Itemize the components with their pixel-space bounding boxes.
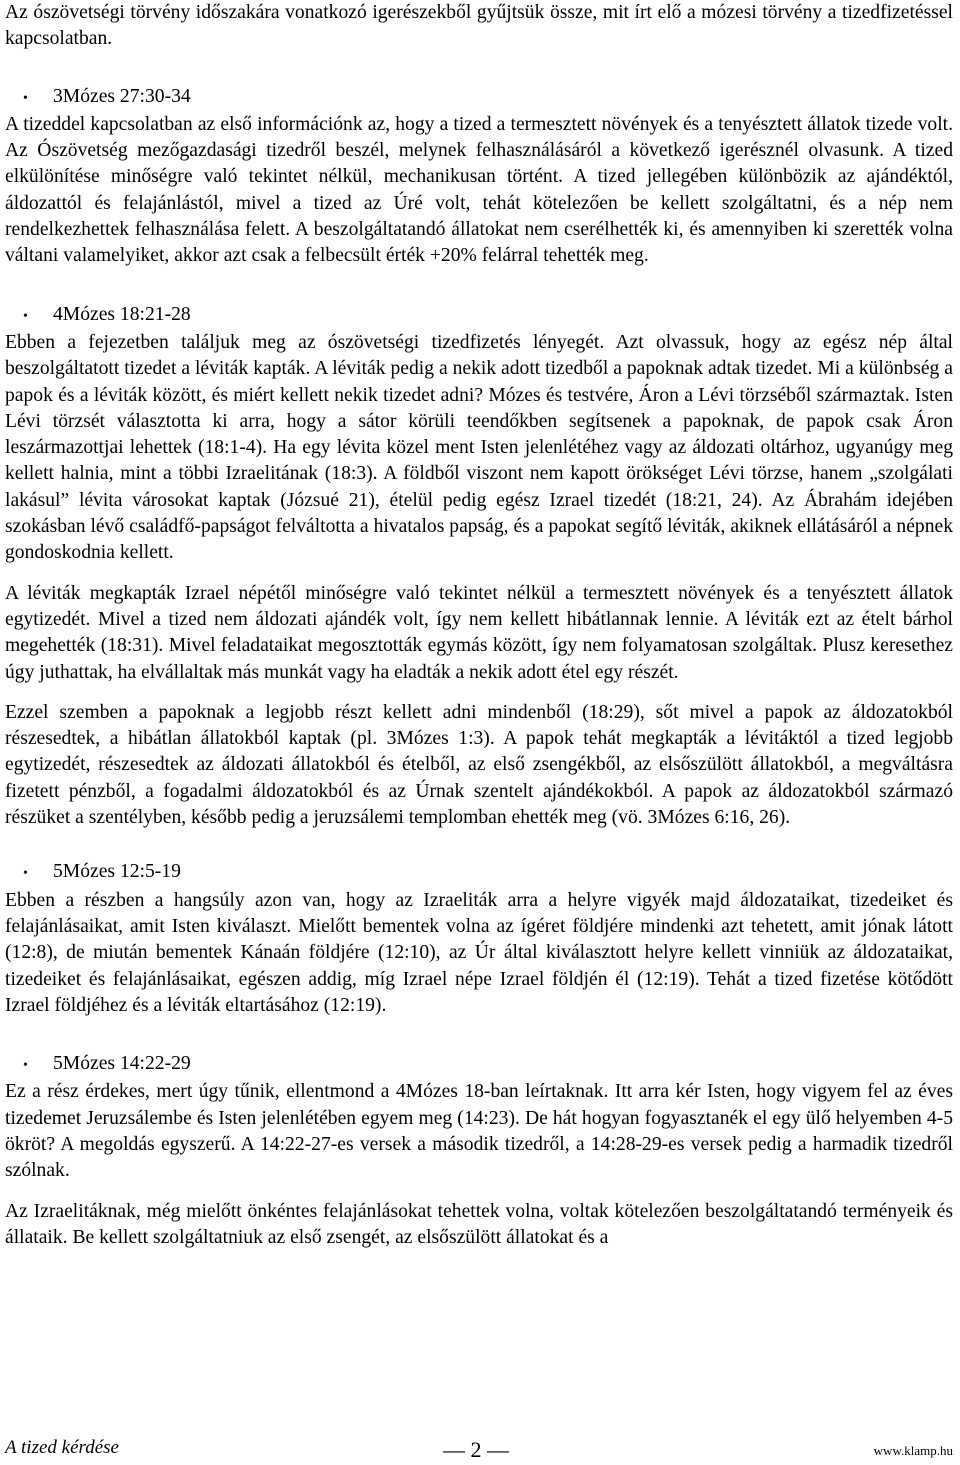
section-heading — [5, 1051, 953, 1079]
footer-title: A tized kérdése — [5, 1437, 119, 1458]
paragraph: Ebben a részben a hangsúly azon van, hogy az Izraeliták arra a helyre vigyék majd áldozataikat, tizedeiket és felajánlásaikat, amit Isten kiválaszt. Mielőtt bementek volna az ígéret földjére mindenki azt tehetett, amit jónak látott (12:8), de miután bementek Kánaán földjére (12:10), az Úr által kiválasztott helyre kellett vinniük az áldozataikat, tizedeiket és felajánlásaikat, egészen addig, míg Izrael népe Izrael földjén él (12:19). Tehát a tized fizetése kötődött Izrael földjéhez és a léviták eltartásához (12:19). — [5, 889, 953, 1016]
paragraph: A léviták megkapták Izrael népétől minőségre való tekintet nélkül a termesztett növények és a tenyésztett állatok egytizedét. Mivel a tized nem áldozati ajándék volt, így nem kellett hibátlannak lennie. A léviták ezt az ételt bárhol megehették (18:31). Mivel feladataikat megosztották egymás között, így nem folyamatosan szolgáltak. Plusz keresethez úgy juthattak, ha elvállaltak más munkát vagy ha eladták a nekik adott étel egy részét. — [5, 582, 953, 683]
bullet-icon: • — [23, 866, 28, 882]
paragraph: A tizeddel kapcsolatban az első információnk az, hogy a tized a termesztett növények és a tenyésztett állatok tizede volt. Az Ószövetség mezőgazdasági tizedről beszél, melynek felhasználásáról a következő igerésznél olvasunk. A tized elkülönítése minőségre való tekintet nélkül, mechanikusan történt. A tized jellegében különbözik az ajándéktól, áldozattól és felajánlástól, mivel a tized az Úré volt, tehát kötelezően be kellett szolgáltatni, és a nép nem rendelkezhettek felhasználása felett. A beszolgáltatandó állatokat nem cserélhették ki, és amennyiben ki szerették volna váltani valamelyiket, akkor azt csak a felbecsült érték +20% felárral tehették meg. — [5, 113, 953, 267]
footer-site-link[interactable]: www.klamp.hu — [873, 1443, 953, 1458]
paragraph: Ez a rész érdekes, mert úgy tűnik, ellentmond a 4Mózes 18-ban leírtaknak. Itt arra kér Isten, hogy vigyem fel az éves tizedemet Jeruzsálembe és Isten jelenlétében egyem meg (14:23). De hát hogyan fogyasztanék el egy ülő helyemben 4-5 ökröt? A megoldás egyszerű. A 14:22-27-es versek a második tizedről, a 14:28-29-es versek pedig a harmadik tizedről szólnak. — [5, 1081, 953, 1182]
section-heading-text: 5Mózes 12:5-19 — [53, 861, 181, 883]
paragraph: Az Izraelitáknak, még mielőtt önkéntes felajánlásokat tehettek volna, voltak kötelezően beszolgáltatandó terményeik és állataik. Be kellett szolgáltatniuk az első zsengét, az elsőszülött állatokat és a — [5, 1200, 953, 1248]
section-heading-text: 3Mózes 27:30-34 — [53, 85, 191, 107]
paragraph: Ezzel szemben a papoknak a legjobb részt kellett adni mindenből (18:29), sőt mivel a papok az áldozatokból részesedtek, a hibátlan állatokból kaptak (pl. 3Mózes 1:3). A papok tehát megkapták a lévitáktól a tized legjobb egytizedét, részesedtek az áldozati állatokból és ételből, az első zsengékből, az elsőszülött állatokból, a megváltásra fizetett pénzből, a fogadalmi áldozatokból és az Úrnak szentelt ajándékokból. A papok az áldozatokból származó részüket a szentélyben, később pedig a jeruzsálemi templomban ehették meg (vö. 3Mózes 6:16, 26). — [5, 701, 953, 829]
section-heading — [5, 302, 953, 330]
page-number: — 2 — — [443, 1437, 509, 1462]
section-heading-text: 5Mózes 14:22-29 — [53, 1053, 191, 1075]
section-heading — [5, 859, 953, 887]
section-heading-text: 4Mózes 18:21-28 — [53, 303, 191, 325]
page-footer — [5, 1437, 953, 1463]
section-heading — [5, 84, 953, 112]
bullet-icon: • — [23, 308, 28, 324]
bullet-icon: • — [23, 1058, 28, 1074]
bullet-icon: • — [23, 90, 28, 106]
document-page — [5, 0, 953, 1251]
intro-paragraph: Az ószövetségi törvény időszakára vonatkozó igerészekből gyűjtsük össze, mit írt elő a mózesi törvény a tizedfizetéssel kapcsolatban. — [5, 2, 953, 50]
paragraph: Ebben a fejezetben találjuk meg az ószövetségi tizedfizetés lényegét. Azt olvassuk, hogy az egész nép által beszolgáltatott tizedet a léviták kapták. A léviták pedig a nekik adott tizedből a papoknak adtak tizedet. Mi a különbség a papok és a léviták között, és miért kellett nekik tizedet adni? Mózes és testvére, Áron a Lévi törzséből származtak. Isten Lévi törzsét választotta ki arra, hogy a sátor körüli teendőkben segítsenek a papoknak, de papok csak Áron leszármazottjai lehettek (18:1-4). Ha egy lévita közel ment Isten jelenlétéhez vagy az áldozati oltárhoz, ugyanúgy meg kellett halnia, mint a többi Izraelitának (18:3). A földből viszont nem kapott örökséget Lévi törzse, hanem „szolgálati lakásul” lévita városokat kaptak (Józsué 21), ételül pedig egész Izrael tizedét (18:21, 24). Az Ábrahám idejében szokásban lévő családfő-papságot felváltotta a hivatalos papság, és a papokat segítő léviták, akiknek ellátásáról a népnek gondoskodnia kellett. — [5, 331, 953, 564]
